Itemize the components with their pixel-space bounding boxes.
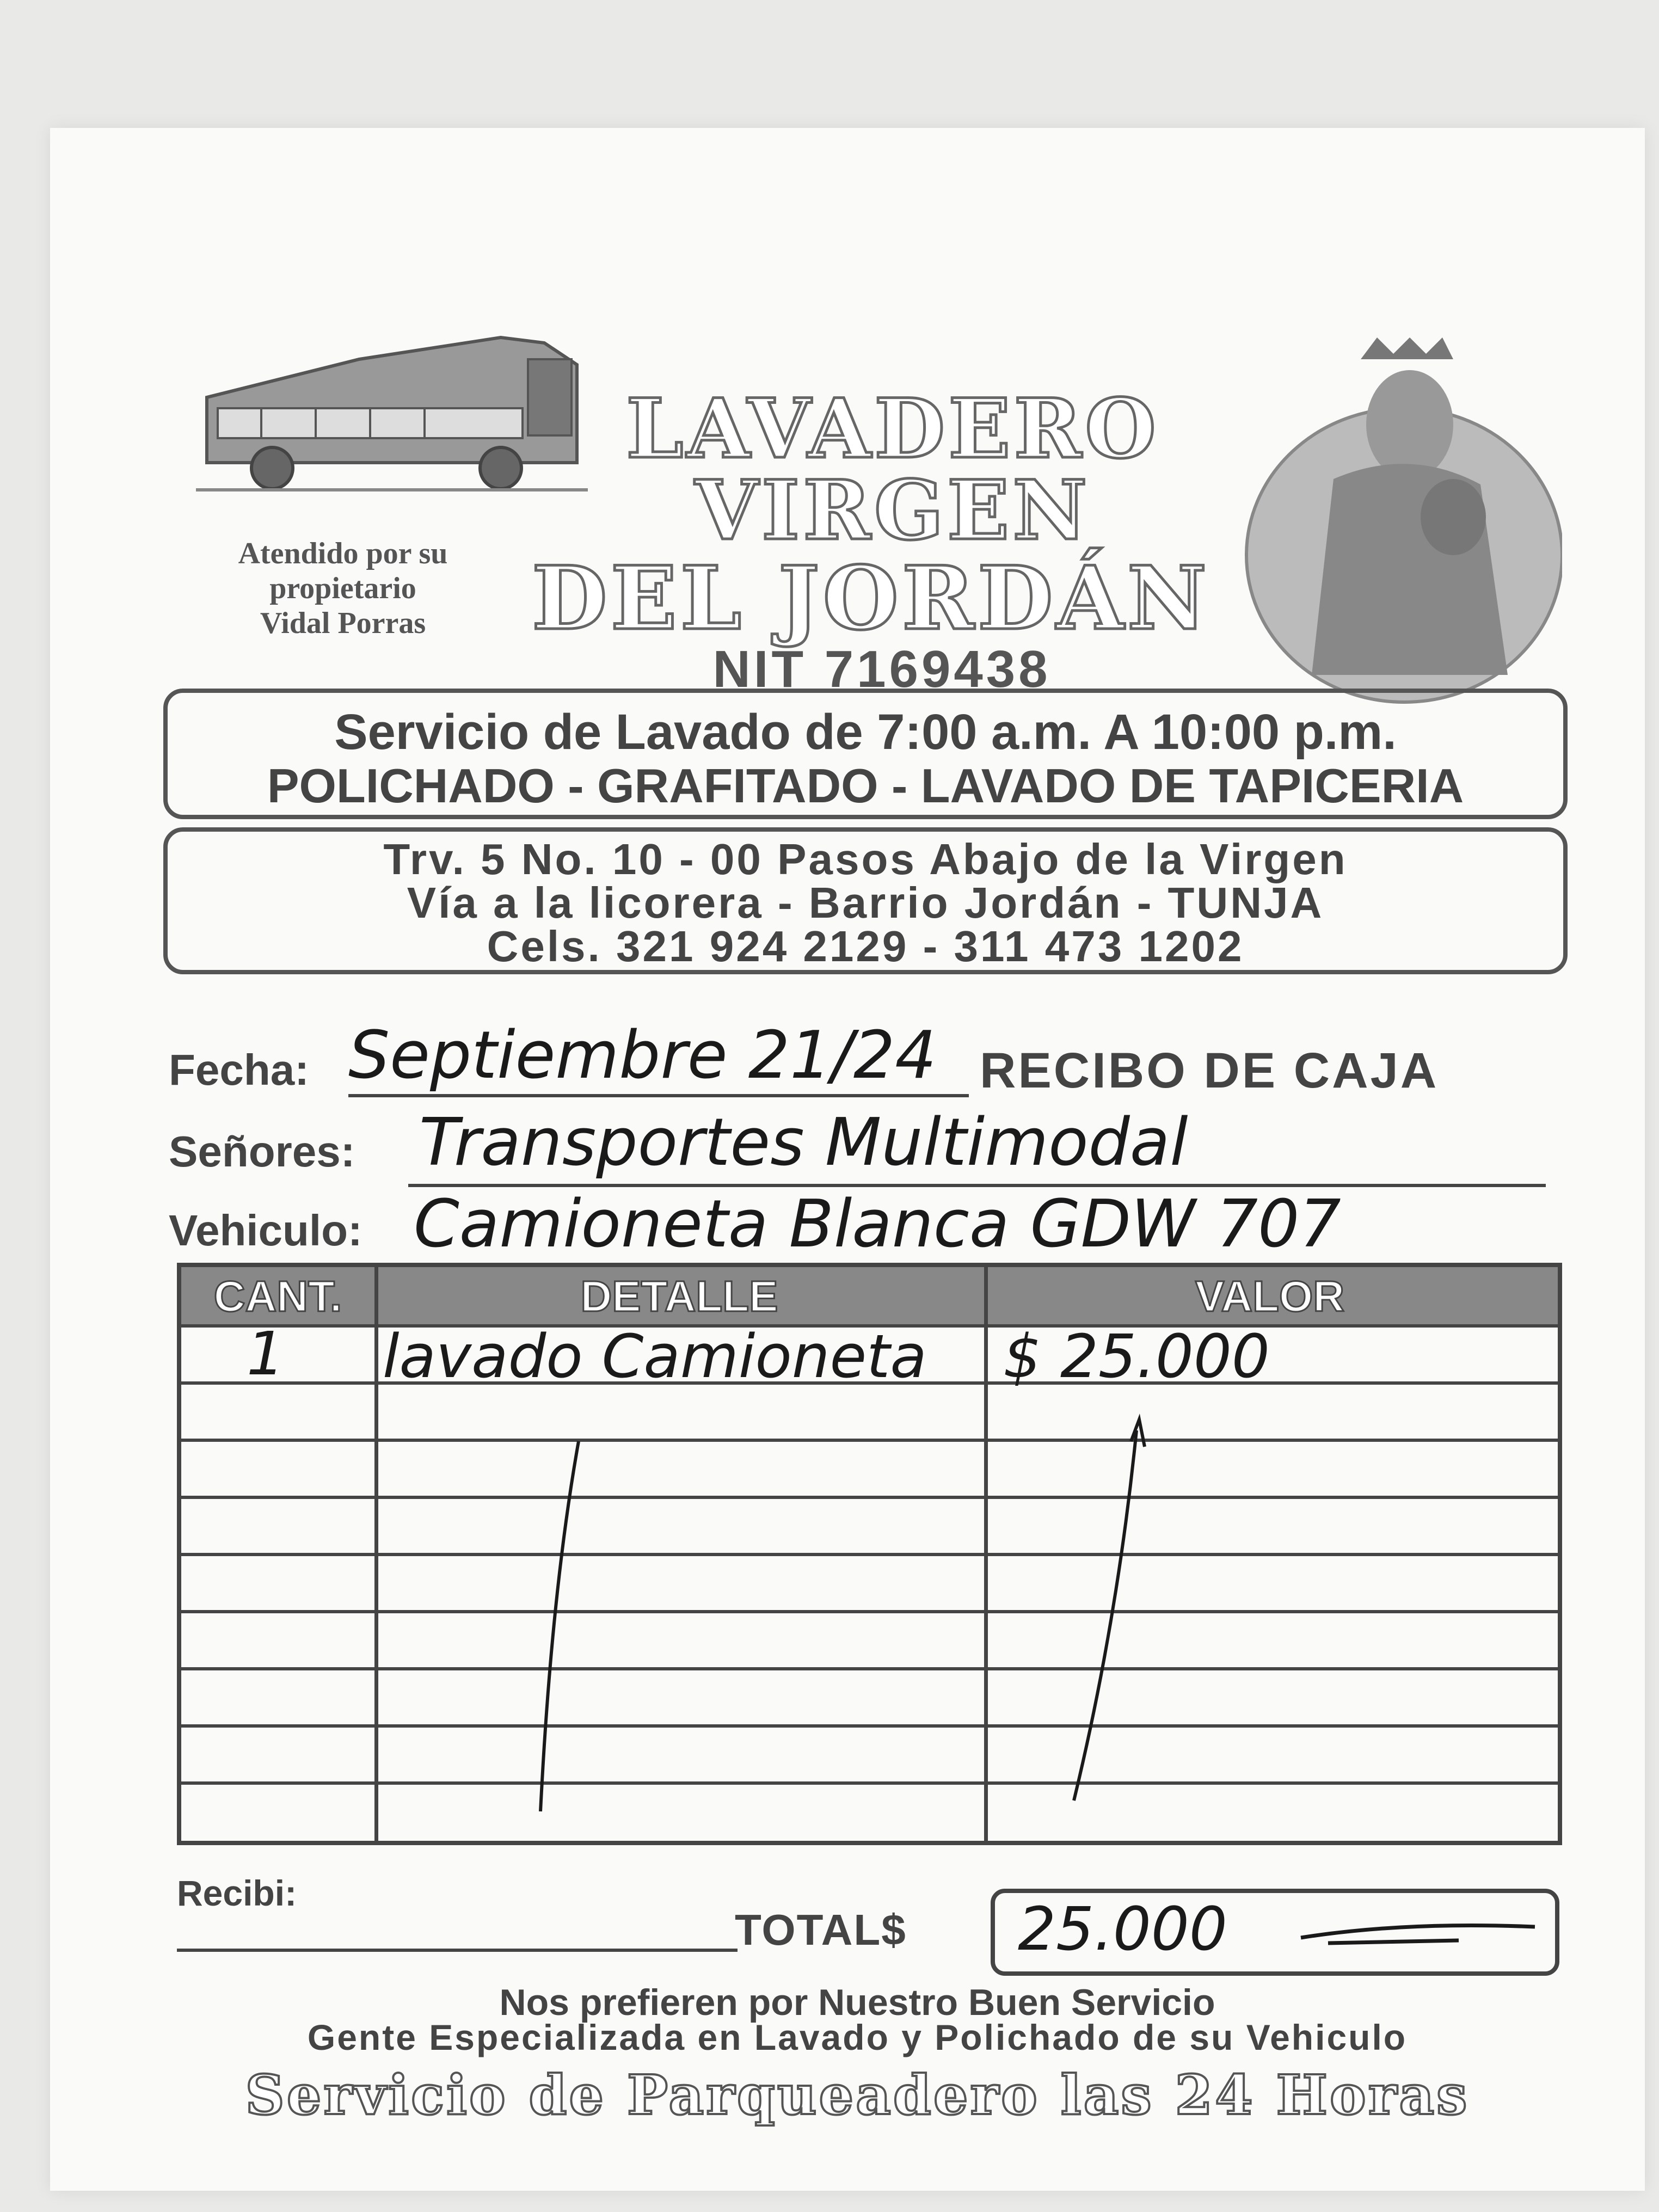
attended-line: Vidal Porras (260, 606, 426, 640)
nit-number: NIT 7169438 (712, 640, 1051, 698)
footer-slogan: Nos prefieren por Nuestro Buen Servicio (499, 1982, 1215, 2023)
service-hours-box (163, 689, 1568, 819)
row-1-detalle: lavado Camioneta (383, 1322, 927, 1391)
services-list: POLICHADO - GRAFITADO - LAVADO DE TAPICERIA (267, 759, 1464, 813)
attended-line: Atendido por su (238, 537, 448, 570)
ditto-marks (181, 1267, 1566, 1850)
fecha-underline (348, 1094, 969, 1097)
header-detalle: DETALLE (580, 1272, 778, 1320)
business-name-line-3: DEL JORDÁN (531, 547, 1211, 649)
senores-label: Señores: (169, 1127, 355, 1176)
footer-specialty: Gente Especializada en Lavado y Polichado de su Vehiculo (307, 2017, 1408, 2057)
total-dash-mark (1295, 1910, 1546, 1954)
address-box (163, 827, 1568, 974)
row-1-valor: $ 25.000 (1003, 1322, 1270, 1391)
ditto-stroke (1074, 1430, 1136, 1801)
phone-numbers: Cels. 321 924 2129 - 311 473 1202 (487, 922, 1244, 970)
vehiculo-value: Camioneta Blanca GDW 707 (414, 1187, 1341, 1262)
header-valor: VALOR (1195, 1272, 1345, 1320)
fecha-label: Fecha: (169, 1046, 309, 1094)
virgin-image (1225, 337, 1562, 708)
ditto-stroke (540, 1441, 579, 1811)
recibi-label: Recibi: (177, 1873, 297, 1913)
vehiculo-label: Vehiculo: (169, 1206, 362, 1255)
fecha-value: Septiembre 21/24 (348, 1018, 937, 1093)
items-table (177, 1263, 1562, 1845)
senores-value: Transportes Multimodal (419, 1105, 1188, 1181)
receipt-type: RECIBO DE CAJA (980, 1043, 1439, 1098)
business-name-line-2: VIRGEN (695, 463, 1091, 558)
address-line: Vía a la licorera - Barrio Jordán - TUNJA (407, 878, 1324, 927)
row-1-cant: 1 (247, 1319, 285, 1388)
address-line: Trv. 5 No. 10 - 00 Pasos Abajo de la Virgen (383, 835, 1348, 883)
header-cant: CANT. (213, 1272, 342, 1320)
attended-by-text (163, 536, 523, 641)
business-name-line-1: LAVADERO (626, 381, 1159, 477)
service-hours: Servicio de Lavado de 7:00 a.m. A 10:00 p.m. (334, 704, 1397, 760)
recibi-signature-line (177, 1949, 738, 1952)
attended-line: propietario (269, 572, 416, 605)
total-value: 25.000 (1018, 1894, 1227, 1964)
footer-parking: Servicio de Parqueadero las 24 Horas (245, 2063, 1470, 2127)
total-label: TOTAL$ (735, 1906, 907, 1954)
